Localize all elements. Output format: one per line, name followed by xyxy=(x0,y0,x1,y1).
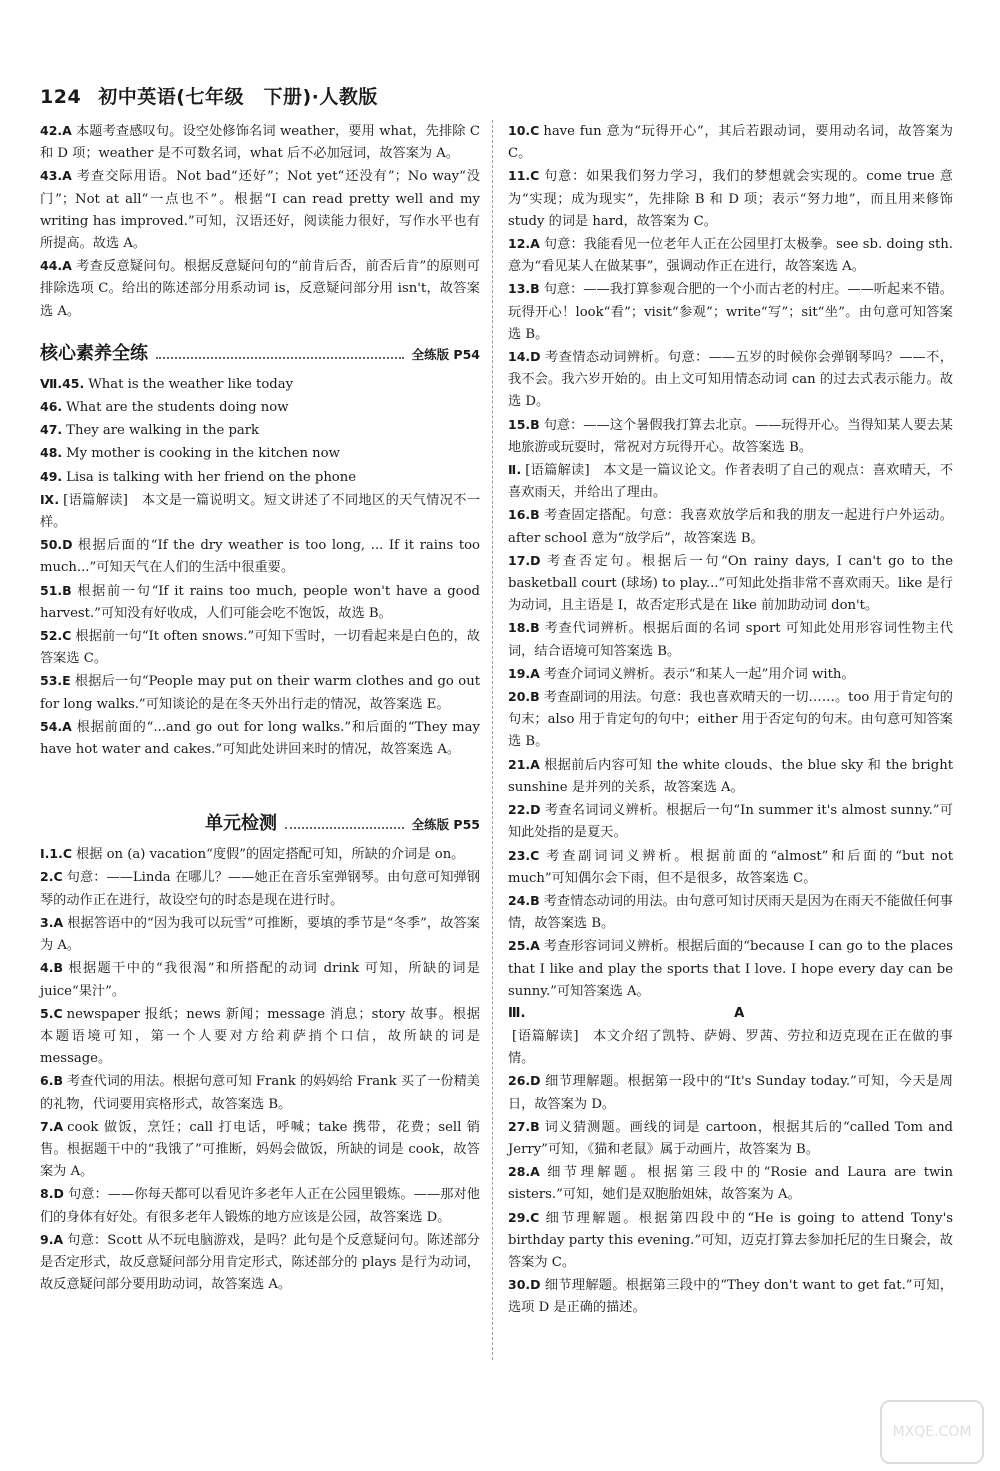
answer-text: 细节理解题。根据第三段中的“Rosie and Laura are twin sisters.”可知，她们是双胞胎姐妹，故答案为 A。 xyxy=(508,1165,953,1203)
left-column xyxy=(40,120,480,1296)
answer-entry xyxy=(508,663,953,686)
answer-text: 根据题干中的“我很渴”和所搭配的动词 drink 可知，所缺的词是 juice“果汁”。 xyxy=(40,961,480,999)
answer-number: 28.A xyxy=(508,1164,540,1180)
answer-entry xyxy=(508,617,953,662)
answer-entry xyxy=(508,1070,953,1115)
answer-text: 根据前后内容可知 the white clouds、the blue sky 和 the bright sunshine 是并列的关系，故答案选 A。 xyxy=(508,757,953,795)
passage-a-heading xyxy=(508,1003,953,1025)
dotted-leader xyxy=(285,826,404,829)
answer-entry xyxy=(40,1229,480,1297)
answer-number: 51.B xyxy=(40,582,72,598)
answer-entry xyxy=(40,670,480,715)
answer-number: 19.A xyxy=(508,665,540,681)
answer-text: 句意：——这个暑假我打算去北京。——玩得开心。当得知某人要去某地旅游或玩耍时，常祝对方玩得开心。故答案选 B。 xyxy=(508,417,953,455)
answer-entry xyxy=(40,396,480,419)
answer-entry xyxy=(508,1207,953,1275)
answer-entry xyxy=(40,957,480,1002)
answer-number: 26.D xyxy=(508,1073,541,1089)
answer-entry xyxy=(508,754,953,799)
answer-entry xyxy=(40,580,480,625)
answer-entry xyxy=(40,489,480,534)
answer-text: 句意：我能看见一位老年人正在公园里打太极拳。see sb. doing sth. 意为“看见某人在做某事”，强调动作正在进行，故答案选 A。 xyxy=(508,237,953,275)
answer-number: 43.A xyxy=(40,168,72,184)
answer-number: 50.D xyxy=(40,537,73,553)
answer-text: What are the students doing now xyxy=(66,400,289,416)
answer-entry xyxy=(508,504,953,549)
answer-entry xyxy=(40,442,480,465)
answer-text: 考查情态动词辨析。句意：——五岁的时候你会弹钢琴吗？——不，我不会。我六岁开始的。由上文可知用情态动词 can 的过去式表示能力。故选 D。 xyxy=(508,350,953,410)
answer-entry xyxy=(508,1116,953,1161)
answer-number: Ⅸ. xyxy=(40,491,60,507)
answer-text: 细节理解题。根据第三段中的“They don't want to get fat.”可知，选项 D 是正确的描述。 xyxy=(508,1278,953,1316)
answer-entry xyxy=(508,1274,953,1319)
answers-45-54 xyxy=(40,373,480,761)
section-heading-unit-test xyxy=(205,809,480,835)
answer-entry xyxy=(40,843,480,866)
answer-number: 12.A xyxy=(508,236,540,252)
answer-entry xyxy=(40,912,480,957)
answer-number: 16.B xyxy=(508,507,540,523)
answer-number: 30.D xyxy=(508,1277,541,1293)
answer-text: 句意：Scott 从不玩电脑游戏，是吗？此句是个反意疑问句。陈述部分是否定形式，故反意疑问部分用肯定形式，陈述部分的 plays 是行为动词，故反意疑问部分要用助动词，故答案选 A。 xyxy=(40,1232,480,1293)
answer-number: 21.A xyxy=(508,756,540,772)
answer-entry xyxy=(40,165,480,255)
answer-text: 考查副词词义辨析。根据前面的“almost”和后面的“but not much”可知偶尔会下雨，但不是很多，故答案选 C。 xyxy=(508,848,953,886)
answer-number: 17.D xyxy=(508,552,541,568)
answer-text: They are walking in the park xyxy=(66,423,260,439)
answer-number: 11.C xyxy=(508,168,540,184)
answer-text: 考查代词的用法。根据句意可知 Frank 的妈妈给 Frank 买了一份精美的礼物，代词要用宾格形式，故答案选 B。 xyxy=(40,1074,480,1112)
section-title: 核心素养全练 xyxy=(40,342,148,364)
answers-1-9 xyxy=(40,843,480,1296)
answer-text: 句意：——你每天都可以看见许多老年人正在公园里锻炼。——那对他们的身体有好处。有很多老年人锻炼的地方应该是公园，故答案选 D。 xyxy=(40,1187,480,1225)
answer-entry xyxy=(40,466,480,489)
answer-entry xyxy=(40,373,480,396)
answer-number: 3.A xyxy=(40,914,64,930)
answer-text: [语篇解读] 本文是一篇说明文。短文讲述了不同地区的天气情况不一样。 xyxy=(40,492,480,531)
answer-text: [语篇解读] 本文是一篇议论文。作者表明了自己的观点：喜欢晴天，不喜欢雨天，并给出了理由。 xyxy=(508,463,954,501)
answer-number: 54.A xyxy=(40,718,72,734)
answer-text: 本题考查感叹句。设空处修饰名词 weather，要用 what，先排除 C 和 D 项；weather 是不可数名词，what 后不必加冠词，故答案为 A。 xyxy=(40,124,480,162)
column-divider xyxy=(492,120,493,1360)
answer-number: 47. xyxy=(40,422,63,438)
answer-entry xyxy=(40,419,480,442)
answer-number: 15.B xyxy=(508,416,540,432)
answer-entry xyxy=(40,1183,480,1228)
answers-26-30 xyxy=(508,1025,953,1320)
answer-number: 52.C xyxy=(40,628,72,644)
answer-number: 27.B xyxy=(508,1118,540,1134)
answer-text: 句意：如果我们努力学习，我们的梦想就会实现的。come true 意为“实现；成为现实”，先排除 B 和 D 项；表示“努力地”，而且用来修饰 study 的词是 hard，故答案为 C。 xyxy=(508,169,953,229)
answer-entry xyxy=(40,716,480,761)
page-number: 124 xyxy=(40,86,82,108)
right-column xyxy=(508,120,953,1320)
answer-entry xyxy=(508,278,953,346)
answer-entry xyxy=(508,845,953,890)
passage-letter: A xyxy=(734,1005,745,1021)
answer-number: 5.C xyxy=(40,1005,63,1021)
answer-entry xyxy=(508,890,953,935)
answer-number: 4.B xyxy=(40,960,63,976)
watermark-logo xyxy=(880,1400,984,1464)
answer-text: 考查名词词义辨析。根据后一句“In summer it's almost sunny.”可知此处指的是夏天。 xyxy=(508,803,953,841)
answer-entry xyxy=(508,1161,953,1206)
answer-number: 6.B xyxy=(40,1073,63,1089)
answers-42-44 xyxy=(40,120,480,323)
watermark-text: MXQE.COM xyxy=(892,1424,972,1440)
answer-entry xyxy=(508,414,953,459)
answer-entry xyxy=(508,550,953,618)
answer-text: 句意：——Linda 在哪儿？——她正在音乐室弹钢琴。由句意可知弹钢琴的动作正在进行，故设空句的时态是现在进行时。 xyxy=(40,870,480,908)
answer-text: have fun 意为“玩得开心”，其后若跟动词，要用动名词，故答案为 C。 xyxy=(508,124,953,162)
answer-number: Ⅶ.45. xyxy=(40,375,85,391)
answer-entry xyxy=(40,1003,480,1071)
answer-number: 13.B xyxy=(508,281,540,297)
answer-text: My mother is cooking in the kitchen now xyxy=(66,446,340,462)
answer-text: 考查交际用语。Not bad“还好”；Not yet“还没有”；No way“没门”；Not at all“一点也不”。根据“I can read pretty well and my writing has improved.”可知，汉语还好，阅读能力很好，写作水平也有所提高。故选 A。 xyxy=(40,169,480,252)
section-page-ref: 全练版 P55 xyxy=(411,817,480,833)
answer-number: 18.B xyxy=(508,620,540,636)
answer-text: [语篇解读] 本文介绍了凯特、萨姆、罗茜、劳拉和迈克现在正在做的事情。 xyxy=(508,1028,953,1067)
dotted-leader xyxy=(156,356,404,359)
answer-text: 根据 on (a) vacation“度假”的固定搭配可知，所缺的介词是 on。 xyxy=(76,847,465,863)
answer-entry xyxy=(40,866,480,911)
answer-text: 细节理解题。根据第一段中的“It's Sunday today.”可知，今天是周日，故答案为 D。 xyxy=(508,1074,953,1112)
answer-number: Ⅰ.1.C xyxy=(40,846,73,862)
answer-number: 49. xyxy=(40,468,63,484)
answer-number: 48. xyxy=(40,445,63,461)
section-heading-core xyxy=(40,339,480,365)
answer-entry xyxy=(508,165,953,233)
answer-text: 考查介词词义辨析。表示“和某人一起”用介词 with。 xyxy=(543,666,855,682)
answer-entry xyxy=(40,1116,480,1184)
answer-text: cook 做饭，烹饪；call 打电话，呼喊；take 携带，花费；sell 销售。根据题干中的“我饿了”可推断，妈妈会做饭，所缺的词是 cook，故答案为 A。 xyxy=(40,1119,480,1180)
answer-entry xyxy=(508,120,953,165)
section-title: 单元检测 xyxy=(205,813,277,835)
answer-text: 考查情态动词的用法。由句意可知讨厌雨天是因为在雨天不能做任何事情，故答案选 B。 xyxy=(508,893,953,932)
answer-number: 20.B xyxy=(508,689,540,705)
answer-text: 根据前一句“It often snows.”可知下雪时，一切看起来是白色的，故答案选 C。 xyxy=(40,629,480,667)
answer-number: Ⅱ. xyxy=(508,462,522,478)
answer-number: 14.D xyxy=(508,349,541,365)
answer-number: 46. xyxy=(40,399,63,415)
answer-number: 42.A xyxy=(40,123,72,138)
answer-entry xyxy=(508,799,953,844)
answer-text: newspaper 报纸；news 新闻；message 消息；story 故事。根据本题语境可知，第一个人要对方给莉萨捎个口信，故所缺的词是 message。 xyxy=(40,1006,480,1067)
section-page-ref: 全练版 P54 xyxy=(411,346,480,362)
answer-text: 细节理解题。根据第四段中的“He is going to attend Tony's birthday party this evening.”可知，迈克打算去参加托尼的生日聚会，故答案为 C。 xyxy=(508,1210,953,1270)
answer-number: 2.C xyxy=(40,869,63,885)
answer-number: 23.C xyxy=(508,847,540,863)
book-title: 初中英语(七年级 下册)·人教版 xyxy=(98,86,378,108)
answer-entry xyxy=(40,120,480,165)
section-roman: Ⅲ. xyxy=(508,1005,526,1021)
answer-entry xyxy=(508,935,953,1003)
answer-entry xyxy=(40,255,480,323)
answer-entry xyxy=(508,459,953,504)
answer-text: 根据前面的“...and go out for long walks.”和后面的“They may have hot water and cakes.”可知此处讲回来时的情况，故答案选 A。 xyxy=(40,719,480,758)
answer-text: 根据后面的“If the dry weather is too long, ... If it rains too much...”可知天气在人们的生活中很重要。 xyxy=(40,538,480,576)
answer-text: 考查反意疑问句。根据反意疑问句的“前肯后否，前否后肯”的原则可排除选项 C。给出的陈述部分用系动词 is，反意疑问部分用 isn't，故答案选 A。 xyxy=(40,259,480,319)
answer-number: 9.A xyxy=(40,1231,64,1247)
answer-text: 考查副词的用法。句意：我也喜欢晴天的一切……。too 用于肯定句的句末；also 用于肯定句的句中；either 用于否定句的句末。由句意可知答案选 B。 xyxy=(508,690,953,750)
answers-10-25 xyxy=(508,120,953,1003)
answer-entry xyxy=(40,534,480,579)
answer-number: 7.A xyxy=(40,1118,64,1134)
answer-text: 根据前一句“If it rains too much, people won't have a good harvest.”可知没有好收成，人们可能会吃不饱饭，故选 B。 xyxy=(40,583,480,621)
answer-number: 24.B xyxy=(508,892,540,908)
answer-text: 考查代词辨析。根据后面的名词 sport 可知此处用形容词性物主代词，结合语境可知答案选 B。 xyxy=(508,621,953,659)
answer-entry xyxy=(508,1025,953,1070)
answer-text: 根据答语中的“因为我可以玩雪”可推断，要填的季节是“冬季”，故答案为 A。 xyxy=(40,915,480,954)
answer-text: 考查固定搭配。句意：我喜欢放学后和我的朋友一起进行户外运动。after school 意为“放学后”，故答案选 B。 xyxy=(508,508,953,546)
answer-entry xyxy=(508,686,953,754)
answer-number: 53.E xyxy=(40,673,71,689)
answer-entry xyxy=(40,1070,480,1115)
answer-text: 考查形容词词义辨析。根据后面的“because I can go to the places that I like and play the sports that I love. I hope every day can be sunny.”可知答案选 A。 xyxy=(508,939,953,999)
answer-text: 词义猜测题。画线的词是 cartoon，根据其后的“called Tom and Jerry”可知，《猫和老鼠》属于动画片，故答案为 B。 xyxy=(508,1119,953,1157)
answer-number: 8.D xyxy=(40,1186,64,1202)
answer-number: 10.C xyxy=(508,123,540,138)
answer-number: 44.A xyxy=(40,258,72,274)
answer-number: 25.A xyxy=(508,938,540,954)
answer-entry xyxy=(508,233,953,278)
answer-text: 句意：——我打算参观合肥的一个小而古老的村庄。——听起来不错。玩得开心！look“看”；visit“参观”；write“写”；sit“坐”。由句意可知答案选 B。 xyxy=(508,282,953,342)
answer-entry xyxy=(508,346,953,414)
answer-number: 29.C xyxy=(508,1209,540,1225)
answer-text: 考查否定句。根据后一句“On rainy days, I can't go to the basketball court (球场) to play...”可知此处指非常不喜欢雨天。like 是行为动词，且主语是 I，故否定形式是在 like 前加助动词 don't。 xyxy=(508,553,953,614)
answer-text: Lisa is talking with her friend on the phone xyxy=(66,469,357,485)
answer-entry xyxy=(40,625,480,670)
page-header xyxy=(40,82,378,109)
answer-text: What is the weather like today xyxy=(88,376,294,392)
answer-text: 根据后一句“People may put on their warm clothes and go out for long walks.”可知谈论的是在冬天外出行走的情况，故答案选 E。 xyxy=(40,674,480,712)
answer-number: 22.D xyxy=(508,802,541,818)
